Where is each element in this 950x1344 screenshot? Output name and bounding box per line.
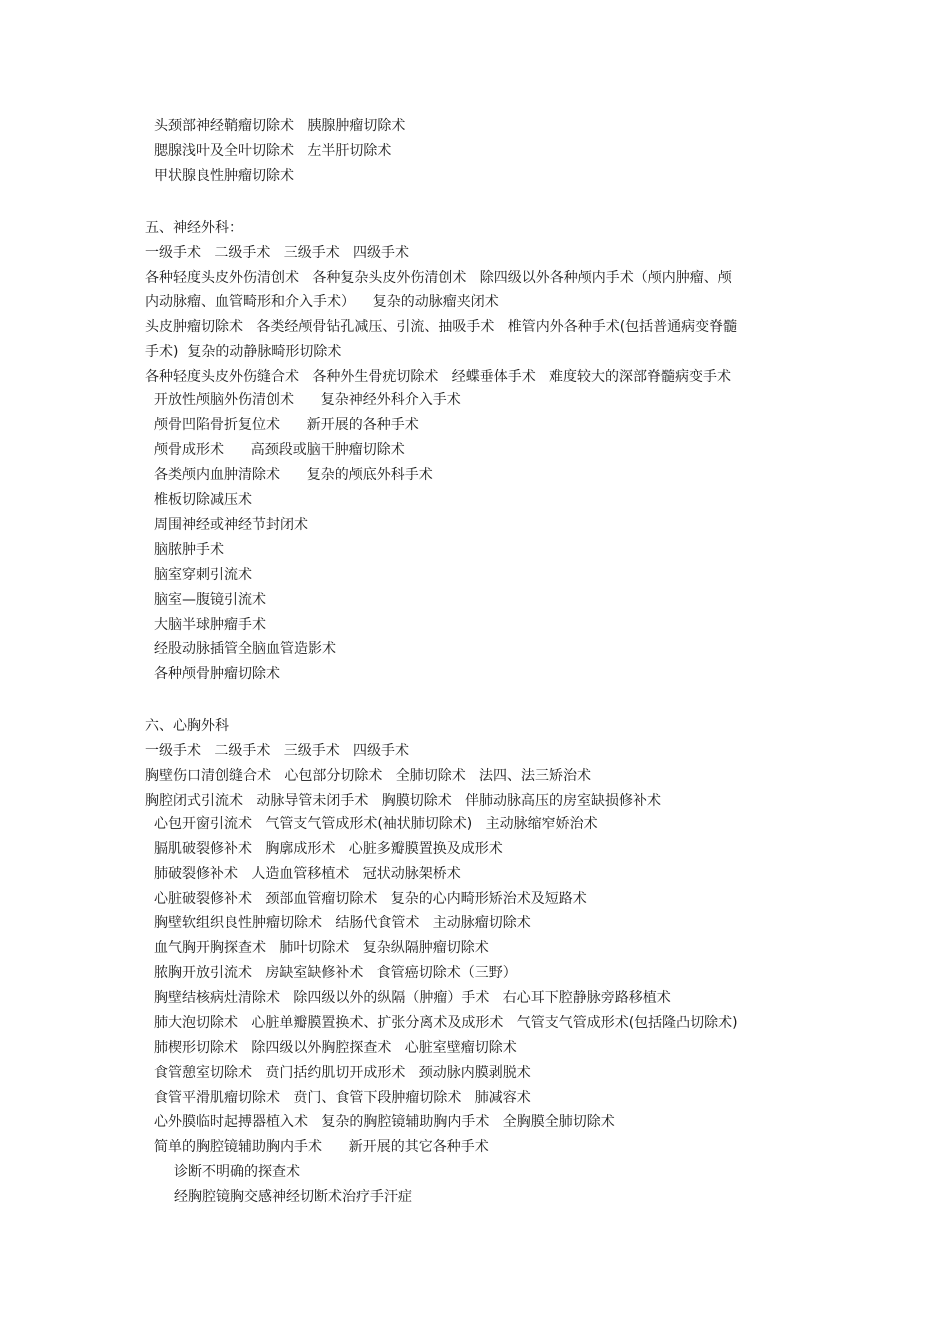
procedure-line: 脑脓肿手术 xyxy=(154,542,224,558)
procedure-line: 各种轻度头皮外伤清创术 各种复杂头皮外伤清创术 除四级以外各种颅内手术（颅内肿瘤、颅 xyxy=(145,270,732,286)
procedure-line: 颅骨凹陷骨折复位术 新开展的各种手术 xyxy=(154,417,419,433)
procedure-line: 各种轻度头皮外伤缝合术 各种外生骨疣切除术 经蝶垂体手术 难度较大的深部脊髓病变手术 xyxy=(145,369,732,385)
procedure-line: 脑室穿刺引流术 xyxy=(154,567,252,583)
procedure-line: 大脑半球肿瘤手术 xyxy=(154,617,266,633)
procedure-line: 腮腺浅叶及全叶切除术 左半肝切除术 xyxy=(154,143,392,159)
procedure-line: 诊断不明确的探查术 xyxy=(174,1164,300,1180)
procedure-line: 肺大泡切除术 心脏单瓣膜置换术、扩张分离术及成形术 气管支气管成形术(包括隆凸切除术) xyxy=(154,1015,738,1031)
surgery-levels-row: 一级手术 二级手术 三级手术 四级手术 xyxy=(145,245,410,261)
procedure-line: 椎板切除减压术 xyxy=(154,492,252,508)
procedure-line: 心外膜临时起搏器植入术 复杂的胸腔镜辅助胸内手术 全胸膜全肺切除术 xyxy=(154,1114,615,1130)
procedure-line: 脑室—腹镜引流术 xyxy=(154,592,266,608)
procedure-line: 肺破裂修补术 人造血管移植术 冠状动脉架桥术 xyxy=(154,866,461,882)
procedure-line: 脓胸开放引流术 房缺室缺修补术 食管癌切除术（三野） xyxy=(154,965,517,981)
procedure-line: 胸壁软组织良性肿瘤切除术 结肠代食管术 主动脉瘤切除术 xyxy=(154,915,531,931)
section-heading-cardiothoracic: 六、心胸外科 xyxy=(145,718,229,734)
procedure-line: 头颈部神经鞘瘤切除术 胰腺肿瘤切除术 xyxy=(154,118,406,134)
procedure-line: 心脏破裂修补术 颈部血管瘤切除术 复杂的心内畸形矫治术及短路术 xyxy=(154,891,587,907)
procedure-line: 心包开窗引流术 气管支气管成形术(袖状肺切除术) 主动脉缩窄娇治术 xyxy=(154,816,598,832)
procedure-line: 内动脉瘤、血管畸形和介入手术） 复杂的动脉瘤夹闭术 xyxy=(145,294,499,310)
procedure-line: 胸壁伤口清创缝合术 心包部分切除术 全肺切除术 法四、法三矫治术 xyxy=(145,768,592,784)
surgery-levels-row: 一级手术 二级手术 三级手术 四级手术 xyxy=(145,743,410,759)
procedure-line: 膈肌破裂修补术 胸廓成形术 心脏多瓣膜置换及成形术 xyxy=(154,841,503,857)
section-heading-neurosurgery: 五、神经外科： xyxy=(145,220,243,236)
procedure-line: 食管憩室切除术 贲门括约肌切开成形术 颈动脉内膜剥脱术 xyxy=(154,1065,531,1081)
procedure-line: 开放性颅脑外伤清创术 复杂神经外科介入手术 xyxy=(154,392,461,408)
procedure-line: 食管平滑肌瘤切除术 贲门、食管下段肿瘤切除术 肺减容术 xyxy=(154,1090,531,1106)
procedure-line: 胸壁结核病灶清除术 除四级以外的纵隔（肿瘤）手术 右心耳下腔静脉旁路移植术 xyxy=(154,990,671,1006)
procedure-line: 颅骨成形术 高颈段或脑干肿瘤切除术 xyxy=(154,442,405,458)
procedure-line: 头皮肿瘤切除术 各类经颅骨钻孔减压、引流、抽吸手术 椎管内外各种手术(包括普通病变脊髓 xyxy=(145,319,738,335)
procedure-line: 胸腔闭式引流术 动脉导管未闭手术 胸膜切除术 伴肺动脉高压的房室缺损修补术 xyxy=(145,793,662,809)
procedure-line: 周围神经或神经节封闭术 xyxy=(154,517,308,533)
procedure-line: 手术) 复杂的动静脉畸形切除术 xyxy=(145,344,342,360)
procedure-line: 肺楔形切除术 除四级以外胸腔探查术 心脏室壁瘤切除术 xyxy=(154,1040,517,1056)
procedure-line: 血气胸开胸探查术 肺叶切除术 复杂纵隔肿瘤切除术 xyxy=(154,940,489,956)
procedure-line: 简单的胸腔镜辅助胸内手术 新开展的其它各种手术 xyxy=(154,1139,489,1155)
procedure-line: 各种颅骨肿瘤切除术 xyxy=(154,666,280,682)
procedure-line: 各类颅内血肿清除术 复杂的颅底外科手术 xyxy=(154,467,433,483)
procedure-line: 甲状腺良性肿瘤切除术 xyxy=(154,168,294,184)
procedure-line: 经胸腔镜胸交感神经切断术治疗手汗症 xyxy=(174,1189,412,1205)
procedure-line: 经股动脉插管全脑血管造影术 xyxy=(154,641,336,657)
